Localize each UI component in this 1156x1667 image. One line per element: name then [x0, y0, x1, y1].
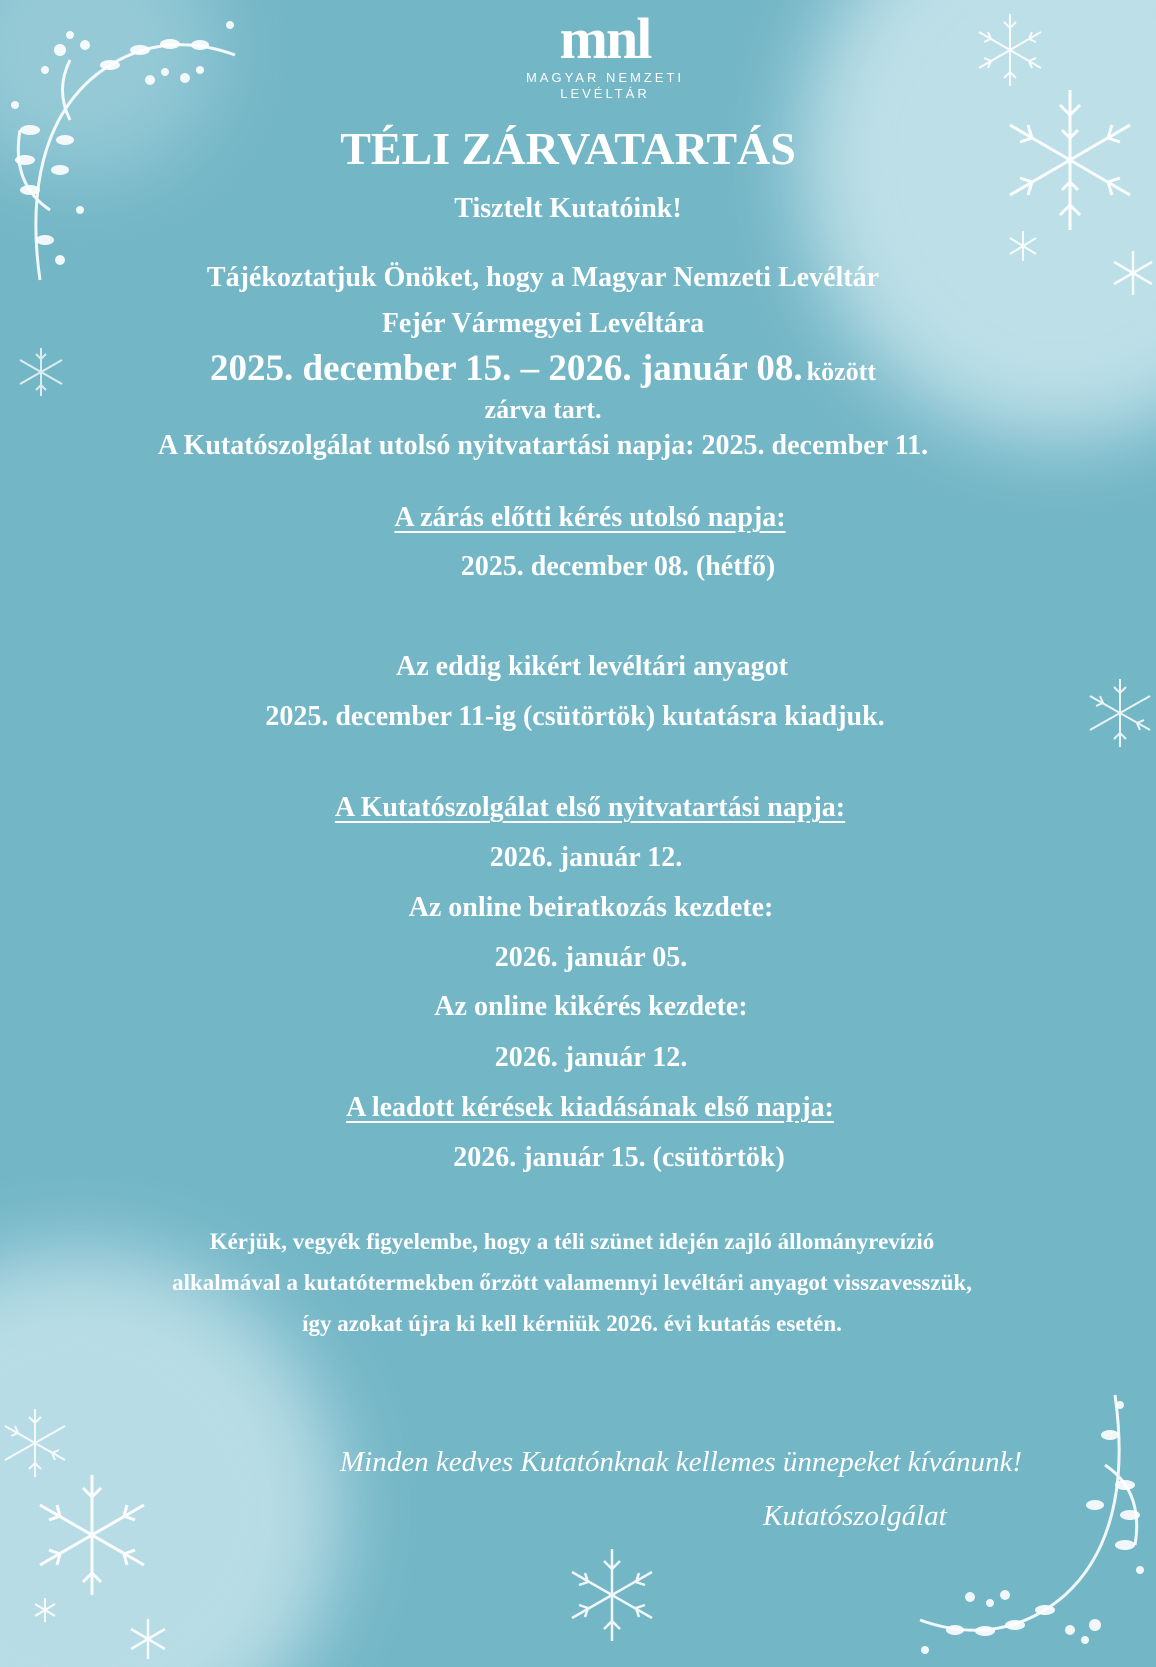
snowflake-icon — [124, 1615, 172, 1663]
request-deadline-date: 2025. december 08. (hétfő) — [460, 551, 776, 582]
closure-closed: zárva tart. — [484, 395, 602, 424]
delivery-date: 2026. január 15. (csütörtök) — [453, 1142, 785, 1173]
notice-line1: Kérjük, vegyék figyelembe, hogy a téli szünet idején zajló állományrevízió — [209, 1229, 935, 1254]
online-request-date: 2026. január 12. — [494, 1042, 688, 1073]
materials-line2: 2025. december 11-ig (csütörtök) kutatásra kiadjuk. — [265, 701, 885, 732]
greeting: Tisztelt Kutatóink! — [454, 193, 682, 224]
closure-dates: 2025. december 15. – 2026. január 08. — [210, 348, 803, 389]
request-deadline-heading: A zárás előtti kérés utolsó napja: — [394, 502, 786, 533]
notice-line3: így azokat újra ki kell kérniük 2026. évi kutatás esetén. — [302, 1311, 842, 1336]
snowflake-icon — [562, 1545, 662, 1645]
intro-line2: Fejér Vármegyei Levéltára — [381, 308, 705, 339]
page-title: TÉLI ZÁRVATARTÁS — [340, 123, 796, 174]
closure-between: között — [806, 357, 876, 386]
delivery-heading: A leadott kérések kiadásának első napja: — [346, 1092, 834, 1123]
reopening-date: 2026. január 12. — [489, 842, 683, 873]
mnl-logo-mark: mnl — [559, 6, 651, 71]
snowflake-large-icon — [32, 1470, 152, 1600]
notice-line2: alkalmával a kutatótermekben őrzött valamennyi levéltári anyagot visszavesszük, — [172, 1270, 972, 1295]
logo-text-line1: MAGYAR NEMZETI — [525, 70, 685, 85]
snowflake-small-icon — [30, 1595, 60, 1625]
reopening-heading: A Kutatószolgálat első nyitvatartási napja: — [334, 792, 846, 823]
logo-text-line2: LEVÉLTÁR — [560, 86, 650, 101]
online-registration-date: 2026. január 05. — [494, 942, 688, 973]
snowflake-icon — [975, 10, 1045, 90]
mnl-logo — [440, 8, 770, 102]
closing-wish: Minden kedves Kutatónknak kellemes ünnepeket kívánunk! — [340, 1446, 1023, 1478]
intro-line1: Tájékoztatjuk Önöket, hogy a Magyar Nemzeti Levéltár — [206, 262, 880, 293]
materials-line1: Az eddig kikért levéltári anyagot — [396, 651, 788, 682]
closing-signature: Kutatószolgálat — [763, 1500, 947, 1532]
snowflake-small-icon — [1005, 228, 1041, 264]
last-open-day: A Kutatószolgálat utolsó nyitvatartási napja: 2025. december 11. — [157, 430, 929, 461]
closure-dates-line — [0, 347, 1121, 390]
online-request-label: Az online kikérés kezdete: — [434, 991, 748, 1022]
online-registration-label: Az online beiratkozás kezdete: — [408, 892, 774, 923]
